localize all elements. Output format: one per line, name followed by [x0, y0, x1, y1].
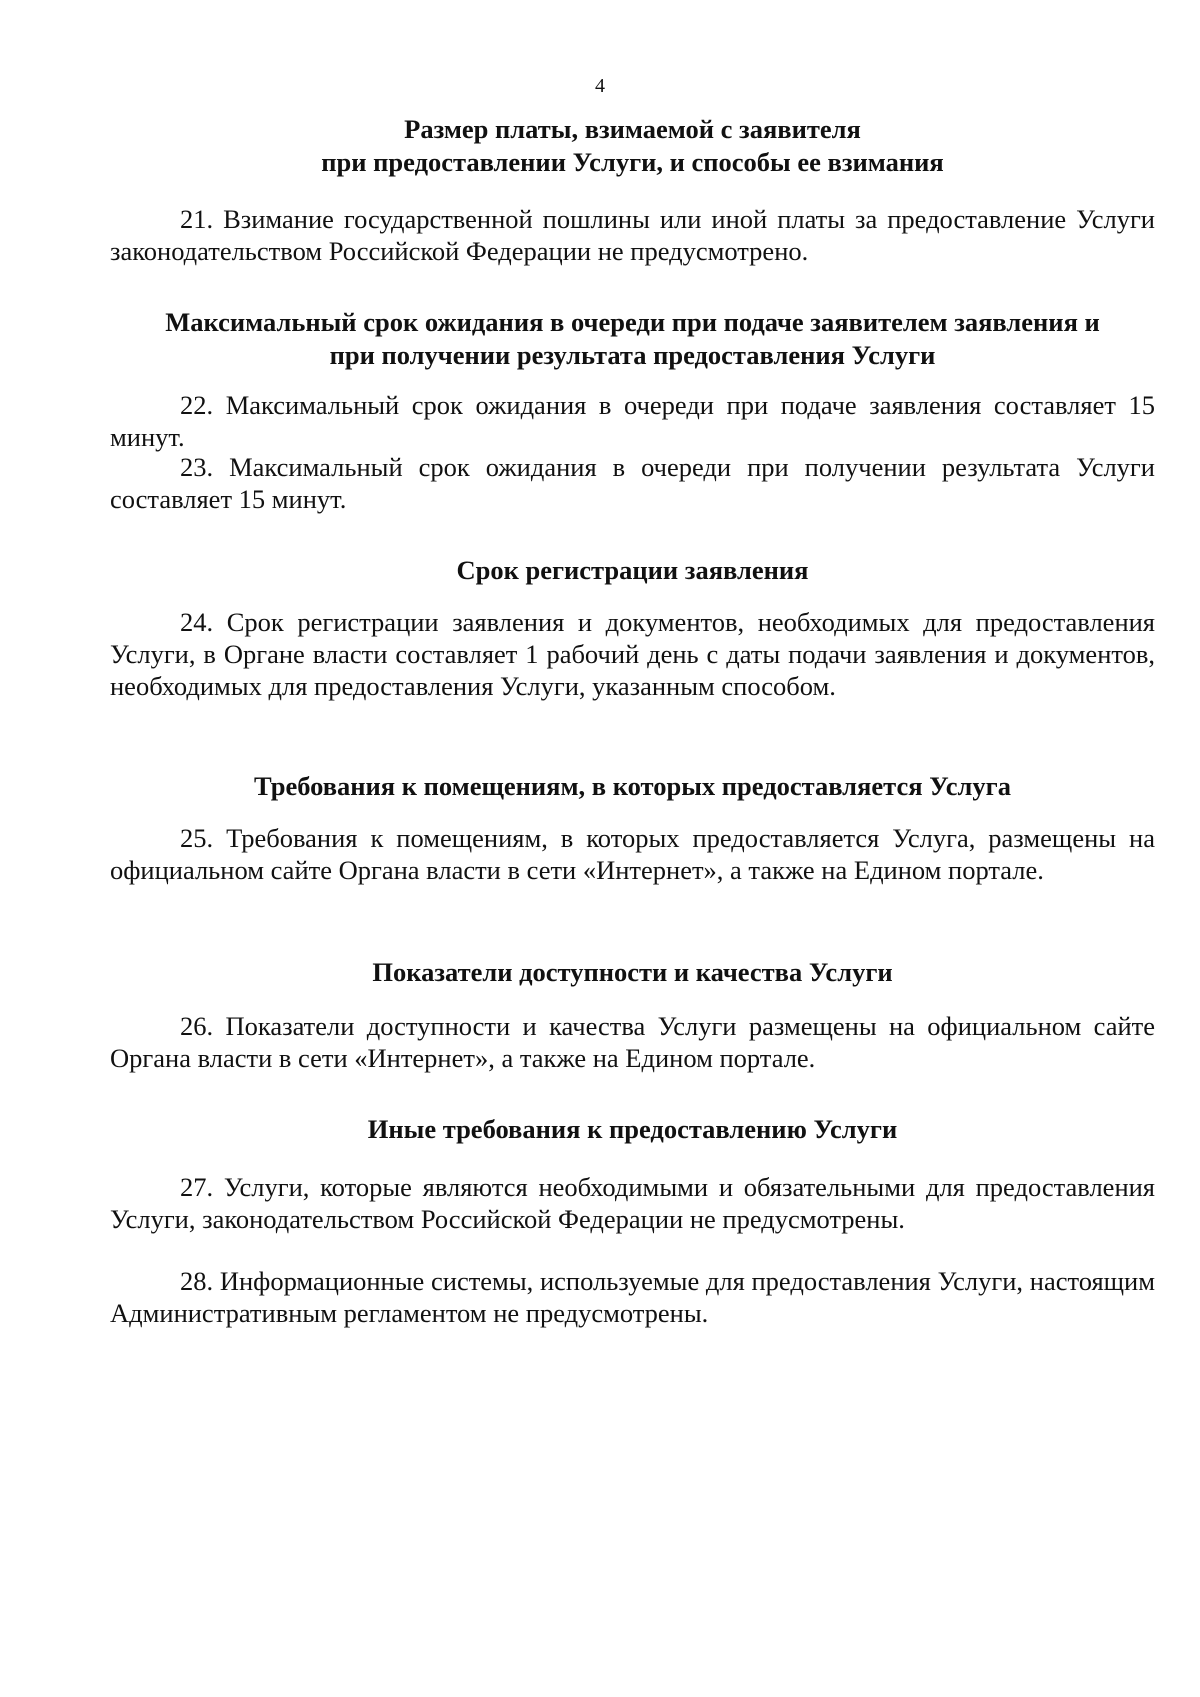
heading-line: Максимальный срок ожидания в очереди при подаче заявителем заявления и — [165, 307, 1100, 337]
section-heading-fee — [110, 113, 1155, 179]
paragraph-21: 21. Взимание государственной пошлины или иной платы за предоставление Услуги законодательством Российской Федерации не предусмотрено. — [110, 204, 1155, 266]
heading-line: Размер платы, взимаемой с заявителя — [404, 114, 861, 144]
paragraph-23: 23. Максимальный срок ожидания в очереди при получении результата Услуги составляет 15 минут. — [110, 452, 1155, 514]
page-number: 4 — [595, 75, 605, 97]
heading-line: Срок регистрации заявления — [456, 555, 809, 585]
section-heading-queue — [110, 306, 1155, 372]
section-heading-other — [110, 1113, 1155, 1146]
paragraph-27: 27. Услуги, которые являются необходимыми и обязательными для предоставления Услуги, законодательством Российской Федерации не предусмотрены. — [110, 1172, 1155, 1234]
section-heading-registration — [110, 554, 1155, 587]
heading-line: Показатели доступности и качества Услуги — [372, 957, 893, 987]
heading-line: Иные требования к предоставлению Услуги — [367, 1114, 898, 1144]
section-heading-premises — [110, 770, 1155, 803]
paragraph-24: 24. Срок регистрации заявления и документов, необходимых для предоставления Услуги, в Органе власти составляет 1 рабочий день с даты подачи заявления и документов, необходимых для предоставления Услуги, указанным способом. — [110, 607, 1155, 701]
paragraph-28: 28. Информационные системы, используемые для предоставления Услуги, настоящим Административным регламентом не предусмотрены. — [110, 1266, 1155, 1328]
section-heading-quality — [110, 956, 1155, 989]
paragraph-22: 22. Максимальный срок ожидания в очереди при подаче заявления составляет 15 минут. — [110, 390, 1155, 452]
paragraph-26: 26. Показатели доступности и качества Услуги размещены на официальном сайте Органа власти в сети «Интернет», а также на Едином портале. — [110, 1011, 1155, 1073]
paragraph-25: 25. Требования к помещениям, в которых предоставляется Услуга, размещены на официальном сайте Органа власти в сети «Интернет», а также на Едином портале. — [110, 823, 1155, 885]
heading-line: при предоставлении Услуги, и способы ее взимания — [321, 147, 944, 177]
heading-line: при получении результата предоставления Услуги — [329, 340, 936, 370]
heading-line: Требования к помещениям, в которых предоставляется Услуга — [254, 771, 1011, 801]
